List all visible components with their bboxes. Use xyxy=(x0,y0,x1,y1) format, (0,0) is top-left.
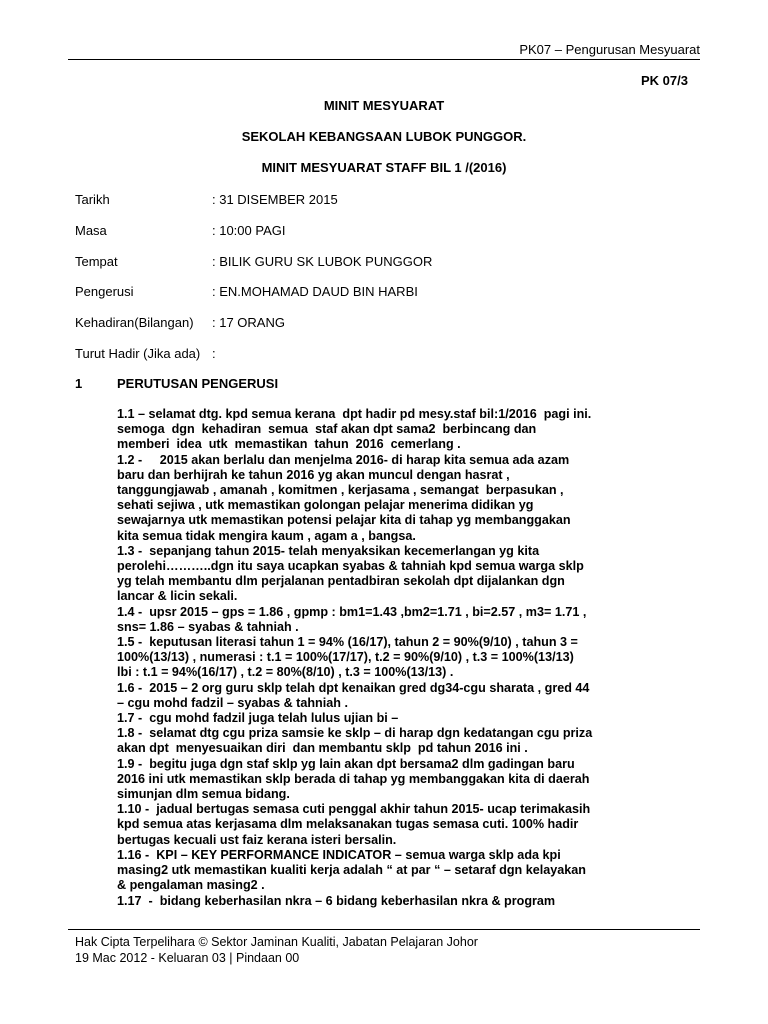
info-label: Kehadiran(Bilangan) xyxy=(75,315,194,331)
minute-line: semoga dgn kehadiran semua staf akan dpt sama2 berbincang dan xyxy=(117,422,537,437)
minute-line: 2016 ini utk memastikan sklp berada di tahap yg membanggakan kita di daerah xyxy=(117,771,590,786)
minute-line: 1.9 - begitu juga dgn staf sklp yg lain akan dpt bersama2 dlm gadingan baru xyxy=(117,756,575,771)
title-minit: MINIT MESYUARAT xyxy=(323,98,445,113)
info-label: Tarikh xyxy=(75,192,110,207)
minute-item xyxy=(117,544,702,605)
document-code: PK 07/3 xyxy=(641,73,688,88)
info-row xyxy=(75,191,625,222)
minute-line: 100%(13/13) , numerasi : t.1 = 100%(17/17), t.2 = 90%(9/10) , t.3 = 100%(13/13) xyxy=(117,650,574,665)
minute-line: lancar & licin sekali. xyxy=(117,589,238,604)
minute-item xyxy=(117,453,702,544)
title-meeting: MINIT MESYUARAT STAFF BIL 1 /(2016) xyxy=(261,160,507,175)
minute-line: 1.16 - KPI – KEY PERFORMANCE INDICATOR – semua warga sklp ada kpi xyxy=(117,847,561,862)
minute-line: 1.6 - 2015 – 2 org guru sklp telah dpt kenaikan gred dg34-cgu sharata , gred 44 xyxy=(117,680,590,695)
minute-line: – cgu mohd fadzil – syabas & tahniah . xyxy=(117,695,348,710)
title-school: SEKOLAH KEBANGSAAN LUBOK PUNGGOR. xyxy=(241,129,527,144)
minute-item xyxy=(117,757,702,803)
minute-item xyxy=(117,681,702,711)
minute-line: 1.8 - selamat dtg cgu priza samsie ke sklp – di harap dgn kedatangan cgu priza xyxy=(117,726,593,741)
info-row xyxy=(75,253,625,284)
meeting-info xyxy=(75,191,625,376)
minute-line: perolehi………..dgn itu saya ucapkan syabas & tahniah kpd semua warga sklp xyxy=(117,559,584,574)
minute-line: 1.4 - upsr 2015 – gps = 1.86 , gpmp : bm1=1.43 ,bm2=1.71 , bi=2.57 , m3= 1.71 , xyxy=(117,604,587,619)
minute-line: lbi : t.1 = 94%(16/17) , t.2 = 80%(8/10) , t.3 = 100%(13/13) . xyxy=(117,665,454,680)
minute-line: bertugas kecuali ust faiz kerana isteri bersalin. xyxy=(117,832,397,847)
minute-line: 1.2 - 2015 akan berlalu dan menjelma 2016- di harap kita semua ada azam xyxy=(117,452,570,467)
minute-line: kpd semua atas kerjasama dlm melaksanakan tugas semasa cuti. 100% hadir xyxy=(117,817,579,832)
minute-item xyxy=(117,848,702,894)
minute-item xyxy=(117,802,702,848)
minute-line: masing2 utk memastikan kualiti kerja adalah “ at par “ – setaraf dgn kelayakan xyxy=(117,863,586,878)
minutes-body xyxy=(117,407,702,909)
minute-item xyxy=(117,726,702,756)
minute-line: 1.17 - bidang keberhasilan nkra – 6 bidang keberhasilan nkra & program xyxy=(117,893,556,908)
info-value: : EN.MOHAMAD DAUD BIN HARBI xyxy=(212,284,418,300)
minute-line: memberi idea utk memastikan tahun 2016 cemerlang . xyxy=(117,437,461,452)
info-label: Masa xyxy=(75,222,107,238)
footer-copyright: Hak Cipta Terpelihara © Sektor Jaminan Kualiti, Jabatan Pelajaran Johor xyxy=(75,935,478,949)
minute-item xyxy=(117,605,702,635)
info-label: Turut Hadir (Jika ada) xyxy=(75,345,201,361)
minute-line: sns= 1.86 – syabas & tahniah . xyxy=(117,619,299,634)
footer xyxy=(75,935,478,966)
minute-item xyxy=(117,711,702,726)
minute-line: baru dan berhijrah ke tahun 2016 yg akan muncul dengan hasrat , xyxy=(117,467,510,482)
document-titles xyxy=(68,98,700,191)
footer-divider xyxy=(68,929,700,930)
minute-line: & pengalaman masing2 . xyxy=(117,878,265,893)
info-row xyxy=(75,283,625,314)
minute-line: 1.10 - jadual bertugas semasa cuti penggal akhir tahun 2015- ucap terimakasih xyxy=(117,802,591,817)
minute-line: yg telah membantu dlm perjalanan pentadbiran sekolah dpt dijalankan dgn xyxy=(117,574,565,589)
minute-line: sewajarnya utk memastikan potensi pelajar kita di tahap yg membanggakan xyxy=(117,513,571,528)
header-divider xyxy=(68,59,700,60)
minute-line: 1.1 – selamat dtg. kpd semua kerana dpt hadir pd mesy.staf bil:1/2016 pagi ini. xyxy=(117,407,592,421)
minute-item xyxy=(117,407,702,453)
minute-line: simunjan dlm semua bidang. xyxy=(117,787,290,802)
section-title: PERUTUSAN PENGERUSI xyxy=(117,376,279,391)
minute-line: tanggungjawab , amanah , komitmen , kerjasama , semangat berpasukan , xyxy=(117,483,564,498)
minute-item xyxy=(117,894,702,909)
minute-item xyxy=(117,635,702,681)
info-label: Tempat xyxy=(75,253,118,269)
minute-line: 1.3 - sepanjang tahun 2015- telah menyaksikan kecemerlangan yg kita xyxy=(117,543,540,558)
minute-line: sehati sejiwa , utk memastikan golongan pelajar menerima didikan yg xyxy=(117,498,534,513)
info-value: : BILIK GURU SK LUBOK PUNGGOR xyxy=(212,253,433,269)
header-doc-ref: PK07 – Pengurusan Mesyuarat xyxy=(519,42,700,57)
info-row xyxy=(75,345,625,376)
section-number: 1 xyxy=(75,376,83,391)
info-row xyxy=(75,314,625,345)
info-value: : 17 ORANG xyxy=(212,315,285,331)
info-value: : xyxy=(212,345,216,361)
minute-line: kita semua tidak mengira kaum , agam a , bangsa. xyxy=(117,528,416,543)
minute-line: akan dpt menyesuaikan diri dan membantu sklp pd tahun 2016 ini . xyxy=(117,741,528,756)
info-label: Pengerusi xyxy=(75,284,134,300)
footer-version: 19 Mac 2012 - Keluaran 03 | Pindaan 00 xyxy=(75,950,300,965)
info-value: : 31 DISEMBER 2015 xyxy=(212,192,338,207)
info-row xyxy=(75,222,625,253)
info-value: : 10:00 PAGI xyxy=(212,222,286,238)
minute-line: 1.7 - cgu mohd fadzil juga telah lulus ujian bi – xyxy=(117,711,399,726)
minute-line: 1.5 - keputusan literasi tahun 1 = 94% (16/17), tahun 2 = 90%(9/10) , tahun 3 = xyxy=(117,635,578,650)
